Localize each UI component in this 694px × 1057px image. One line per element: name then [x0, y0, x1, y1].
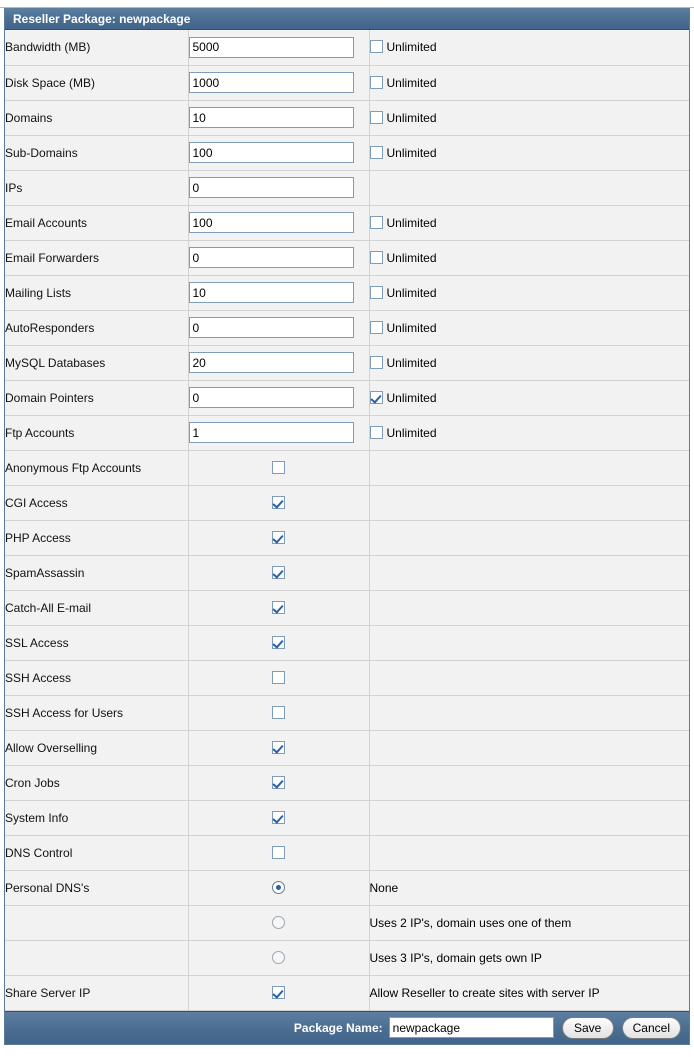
- bottom-fill: [0, 1045, 694, 1057]
- row-value-input[interactable]: [189, 387, 354, 408]
- row-value-cell: [188, 800, 369, 835]
- package-settings-table: [5, 30, 689, 1011]
- row-extra-cell: [369, 485, 689, 520]
- row-toggle-checkbox[interactable]: [272, 601, 285, 614]
- table-row: [5, 310, 689, 345]
- row-value-cell: [188, 765, 369, 800]
- row-label: Email Forwarders: [5, 240, 188, 275]
- unlimited-label: Unlimited: [386, 40, 437, 55]
- table-row: [5, 135, 689, 170]
- unlimited-label: Unlimited: [386, 320, 437, 335]
- personal-dns-radio[interactable]: [272, 916, 285, 929]
- reseller-package-panel: [4, 8, 690, 1045]
- row-value-input[interactable]: [189, 72, 354, 93]
- row-value-cell: [188, 240, 369, 275]
- row-extra-cell: [369, 800, 689, 835]
- row-extra-cell: [369, 30, 689, 65]
- row-label: Anonymous Ftp Accounts: [5, 450, 188, 485]
- row-label: PHP Access: [5, 520, 188, 555]
- table-row: [5, 940, 689, 975]
- row-label: Ftp Accounts: [5, 415, 188, 450]
- row-value-cell: [188, 905, 369, 940]
- table-row: [5, 695, 689, 730]
- unlimited-checkbox[interactable]: [370, 356, 383, 369]
- row-extra-cell: [369, 65, 689, 100]
- row-label-empty: [5, 905, 188, 940]
- unlimited-label: Unlimited: [386, 425, 437, 440]
- row-label: SSL Access: [5, 625, 188, 660]
- table-row: [5, 345, 689, 380]
- row-value-cell: [188, 345, 369, 380]
- unlimited-label: Unlimited: [386, 355, 437, 370]
- row-extra-cell: [369, 450, 689, 485]
- cancel-button[interactable]: Cancel: [622, 1017, 681, 1039]
- row-value-input[interactable]: [189, 352, 354, 373]
- row-extra-cell: [369, 415, 689, 450]
- table-row: [5, 240, 689, 275]
- unlimited-checkbox[interactable]: [370, 286, 383, 299]
- package-name-input[interactable]: [389, 1017, 554, 1038]
- table-row: [5, 835, 689, 870]
- table-row: [5, 170, 689, 205]
- row-label: Catch-All E-mail: [5, 590, 188, 625]
- row-extra-cell: [369, 730, 689, 765]
- row-value-cell: [188, 625, 369, 660]
- table-row: [5, 765, 689, 800]
- row-extra-cell: [369, 170, 689, 205]
- unlimited-label: Unlimited: [386, 215, 437, 230]
- row-value-cell: [188, 555, 369, 590]
- row-value-cell: [188, 975, 369, 1010]
- save-button[interactable]: Save: [562, 1017, 614, 1039]
- unlimited-checkbox[interactable]: [370, 321, 383, 334]
- row-value-cell: [188, 520, 369, 555]
- unlimited-checkbox[interactable]: [370, 146, 383, 159]
- unlimited-label: Unlimited: [386, 145, 437, 160]
- row-value-cell: [188, 870, 369, 905]
- row-label: Allow Overselling: [5, 730, 188, 765]
- row-extra-cell: [369, 555, 689, 590]
- row-toggle-checkbox[interactable]: [272, 461, 285, 474]
- row-value-input[interactable]: [189, 142, 354, 163]
- row-toggle-checkbox[interactable]: [272, 531, 285, 544]
- table-row: [5, 485, 689, 520]
- table-row: [5, 625, 689, 660]
- row-value-input[interactable]: [189, 422, 354, 443]
- row-value-cell: [188, 310, 369, 345]
- row-label: Sub-Domains: [5, 135, 188, 170]
- panel-footer: [5, 1011, 689, 1044]
- table-row: [5, 660, 689, 695]
- row-toggle-checkbox[interactable]: [272, 671, 285, 684]
- row-toggle-checkbox[interactable]: [272, 496, 285, 509]
- unlimited-checkbox[interactable]: [370, 251, 383, 264]
- row-label: Bandwidth (MB): [5, 30, 188, 65]
- personal-dns-option-label: None: [369, 870, 689, 905]
- row-label: IPs: [5, 170, 188, 205]
- row-toggle-checkbox[interactable]: [272, 846, 285, 859]
- table-row: [5, 415, 689, 450]
- table-row: [5, 800, 689, 835]
- row-value-cell: [188, 485, 369, 520]
- row-label: Cron Jobs: [5, 765, 188, 800]
- row-value-cell: [188, 205, 369, 240]
- table-row: [5, 730, 689, 765]
- row-label: CGI Access: [5, 485, 188, 520]
- row-label: Share Server IP: [5, 975, 188, 1010]
- row-extra-cell: [369, 625, 689, 660]
- row-extra-cell: [369, 310, 689, 345]
- table-row: [5, 100, 689, 135]
- row-value-cell: [188, 695, 369, 730]
- row-toggle-checkbox[interactable]: [272, 706, 285, 719]
- row-value-cell: [188, 940, 369, 975]
- table-row: [5, 870, 689, 905]
- panel-title: Reseller Package: newpackage: [5, 8, 689, 30]
- row-extra-cell: [369, 380, 689, 415]
- share-server-ip-description: Allow Reseller to create sites with server IP: [369, 975, 689, 1010]
- unlimited-label: Unlimited: [386, 390, 437, 405]
- unlimited-checkbox[interactable]: [370, 391, 383, 404]
- unlimited-checkbox[interactable]: [370, 40, 383, 53]
- table-row: [5, 30, 689, 65]
- personal-dns-option-label: Uses 2 IP's, domain uses one of them: [369, 905, 689, 940]
- row-toggle-checkbox[interactable]: [272, 741, 285, 754]
- row-label: AutoResponders: [5, 310, 188, 345]
- row-value-input[interactable]: [189, 282, 354, 303]
- row-label: SSH Access: [5, 660, 188, 695]
- row-value-cell: [188, 450, 369, 485]
- package-name-label: Package Name:: [293, 1020, 383, 1035]
- row-value-cell: [188, 590, 369, 625]
- table-row: [5, 380, 689, 415]
- unlimited-checkbox[interactable]: [370, 76, 383, 89]
- table-row: [5, 975, 689, 1010]
- table-row: [5, 520, 689, 555]
- row-toggle-checkbox[interactable]: [272, 566, 285, 579]
- row-extra-cell: [369, 590, 689, 625]
- row-value-cell: [188, 835, 369, 870]
- row-value-cell: [188, 275, 369, 310]
- row-value-input[interactable]: [189, 317, 354, 338]
- row-label: Domains: [5, 100, 188, 135]
- row-extra-cell: [369, 240, 689, 275]
- row-toggle-checkbox[interactable]: [272, 636, 285, 649]
- table-row: [5, 555, 689, 590]
- unlimited-label: Unlimited: [386, 110, 437, 125]
- unlimited-label: Unlimited: [386, 285, 437, 300]
- row-extra-cell: [369, 135, 689, 170]
- table-row: [5, 205, 689, 240]
- table-row: [5, 905, 689, 940]
- row-value-input[interactable]: [189, 107, 354, 128]
- row-extra-cell: [369, 205, 689, 240]
- row-value-cell: [188, 30, 369, 65]
- row-label: DNS Control: [5, 835, 188, 870]
- personal-dns-option-label: Uses 3 IP's, domain gets own IP: [369, 940, 689, 975]
- row-extra-cell: [369, 100, 689, 135]
- row-value-cell: [188, 170, 369, 205]
- row-value-cell: [188, 660, 369, 695]
- table-row: [5, 65, 689, 100]
- row-label: Personal DNS's: [5, 870, 188, 905]
- row-extra-cell: [369, 695, 689, 730]
- unlimited-checkbox[interactable]: [370, 111, 383, 124]
- row-extra-cell: [369, 345, 689, 380]
- personal-dns-radio[interactable]: [272, 951, 285, 964]
- row-value-cell: [188, 135, 369, 170]
- row-label: System Info: [5, 800, 188, 835]
- row-label: Email Accounts: [5, 205, 188, 240]
- row-value-input[interactable]: [189, 177, 354, 198]
- unlimited-label: Unlimited: [386, 75, 437, 90]
- row-value-cell: [188, 65, 369, 100]
- row-label: MySQL Databases: [5, 345, 188, 380]
- row-value-input[interactable]: [189, 37, 354, 58]
- row-label: SpamAssassin: [5, 555, 188, 590]
- row-value-cell: [188, 730, 369, 765]
- unlimited-checkbox[interactable]: [370, 216, 383, 229]
- row-extra-cell: [369, 765, 689, 800]
- table-row: [5, 450, 689, 485]
- row-label: SSH Access for Users: [5, 695, 188, 730]
- table-row: [5, 590, 689, 625]
- top-strip: [0, 0, 694, 8]
- row-label: Disk Space (MB): [5, 65, 188, 100]
- unlimited-checkbox[interactable]: [370, 426, 383, 439]
- row-value-input[interactable]: [189, 212, 354, 233]
- row-extra-cell: [369, 520, 689, 555]
- row-extra-cell: [369, 275, 689, 310]
- row-extra-cell: [369, 660, 689, 695]
- row-extra-cell: [369, 835, 689, 870]
- row-value-cell: [188, 100, 369, 135]
- row-label: Mailing Lists: [5, 275, 188, 310]
- row-value-input[interactable]: [189, 247, 354, 268]
- row-value-cell: [188, 380, 369, 415]
- row-toggle-checkbox[interactable]: [272, 776, 285, 789]
- table-row: [5, 275, 689, 310]
- row-toggle-checkbox[interactable]: [272, 811, 285, 824]
- unlimited-label: Unlimited: [386, 250, 437, 265]
- row-label: Domain Pointers: [5, 380, 188, 415]
- row-value-cell: [188, 415, 369, 450]
- personal-dns-radio[interactable]: [272, 881, 285, 894]
- row-label-empty: [5, 940, 188, 975]
- share-server-ip-checkbox[interactable]: [272, 986, 285, 999]
